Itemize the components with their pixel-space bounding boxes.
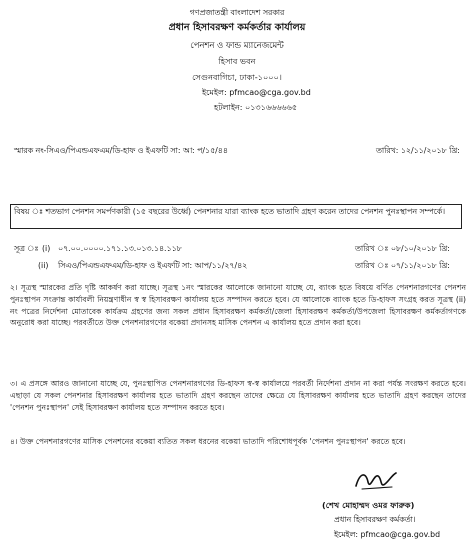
paragraph-2: ২। সূত্রস্থ স্মারকের প্রতি দৃষ্টি আকর্ষণ করা যাচ্ছে। সূত্রস্থ ১নং স্মারকের আলোকে জানানো যাচ্ছে যে, ব্যাংক হতে বিষয়ে বর্ণিত পেনশনারগণের পেনশন পুনঃস্থাপন সংক্রান্ত কার্যাবলী নিয়ন্ত্রণাধীন স্ব স্ব হিসাবরক্ষণ কার্যালয় হতে সম্পাদন করতে হবে। যে আলোকে ব্যাংক হতে ডি-হাফস সংগ্রহ করত সূত্রস্থ (ii) নং পত্রের নির্দেশনা মোতাবেক কার্যক্রম গ্রহণের জন্য সকল প্রধান হিসাবরক্ষণ কর্মকর্তা/জেলা হিসাবরক্ষণ কর্মকর্তা/উপজেলা হিসাবরক্ষণ কর্মকর্তাগণকে অনুরোধ করা যাচ্ছে। পরবর্তীতে উক্ত পেনশনারগণের বকেয়া প্রদানসহ মাসিক পেনশন এ কার্যালয় হতে প্রদান করা হবে। [10, 283, 466, 328]
signatory-title: প্রধান হিসাবরক্ষণ কর্মকর্তা। [334, 515, 416, 524]
subject-text: বিষয় ঃ শতভাগ পেনশন সমর্পণকারী (১৫ বছরের উর্ধ্বে) পেনশনার যারা ব্যাংক হতে ভাতাদি গ্রহণ করেন তাদের পেনশন পুনঃস্থাপন সম্পর্কে। [14, 207, 446, 216]
source-1-ref: ০৭.০০.০০০০.১৭১.১৩.০১৩.১৪.১১৮ [58, 244, 182, 253]
building-name: হিসাব ভবন [218, 56, 256, 66]
source-label: সূত্র ঃ [14, 244, 39, 253]
office-title: প্রধান হিসাবরক্ষণ কর্মকর্তার কার্যালয় [168, 22, 306, 33]
signature-email-label: ইমেইল: [334, 530, 359, 539]
memo-date: তারিখ: ১২/১১/২০১৮ খ্রি: [376, 146, 460, 155]
division-title: পেনশন ও ফান্ড ম্যানেজমেন্ট [190, 40, 284, 50]
government-title: গণপ্রজাতন্ত্রী বাংলাদেশ সরকার [189, 8, 285, 17]
office-address: সেগুনবাগিচা, ঢাকা-১০০০। [192, 72, 282, 82]
hotline-row [214, 103, 297, 113]
source-1-date: তারিখ ঃ ০৮/১০/২০১৮ খ্রি: [355, 244, 450, 253]
email-label: ইমেইল: [202, 88, 227, 97]
signature-email-row [334, 530, 440, 540]
signature-email-link[interactable]: pfmcao@cga.gov.bd [360, 530, 441, 539]
signatory-name: (শেখ মোহাম্মদ ওমর ফারুক) [322, 500, 415, 510]
source-2-num: (ii) [38, 261, 49, 270]
paragraph-4: ৪। উক্ত পেনশনারগণের মাসিক পেনশনের বকেয়া ব্যতিত সকল ধরনের বকেয়া ভাতাদি পরিশোধপূর্বক 'পেনশন পুনঃস্থাপন' করতে হবে। [10, 437, 406, 446]
source-1-num: (i) [42, 244, 51, 253]
hotline-number: ০১৩১৬৬৬৬৬৫ [245, 103, 298, 112]
signature-mark [352, 466, 400, 494]
paragraph-3: ৩। এ প্রসঙ্গে আরও জানানো যাচ্ছে যে, পুনঃস্থাপিত পেনশনারগণের ডি-হাফস স্ব-স্ব কার্যালয়ে পরবর্তী নির্দেশনা প্রদান না করা পর্যন্ত সংরক্ষণ করতে হবে। এছাড়া যে সকল পেনশনার হিসাবরক্ষণ কার্যালয় হতে ভাতাদি গ্রহণ করছেন তাদের ক্ষেত্রে যে হিসাবরক্ষণ কার্যালয় হতে ভাতাদি গ্রহণ করছেন তাদের 'পেনশন পুনঃস্থাপন' সেই হিসাবরক্ষণ কার্যালয় হতে সম্পাদন করতে হবে। [10, 379, 466, 412]
source-2-ref: সিএও/পিএন্ডএফএম/ডি-হাফ ও ইএফটি সা: আপ/১১/২৭/৪২ [58, 261, 248, 270]
memo-reference: স্মারক নং-সিএও/পিএন্ডএফএম/ডি-হাফ ও ইএফটি সা: আ: প/১৫/৪৪ [14, 146, 228, 155]
header-email-row [202, 88, 311, 98]
header-email-link[interactable]: pfmcao@cga.gov.bd [229, 88, 311, 97]
hotline-label: হটলাইন: [214, 103, 243, 112]
source-2-date: তারিখ ঃ ০৭/১১/২০১৮ খ্রি: [355, 261, 450, 270]
